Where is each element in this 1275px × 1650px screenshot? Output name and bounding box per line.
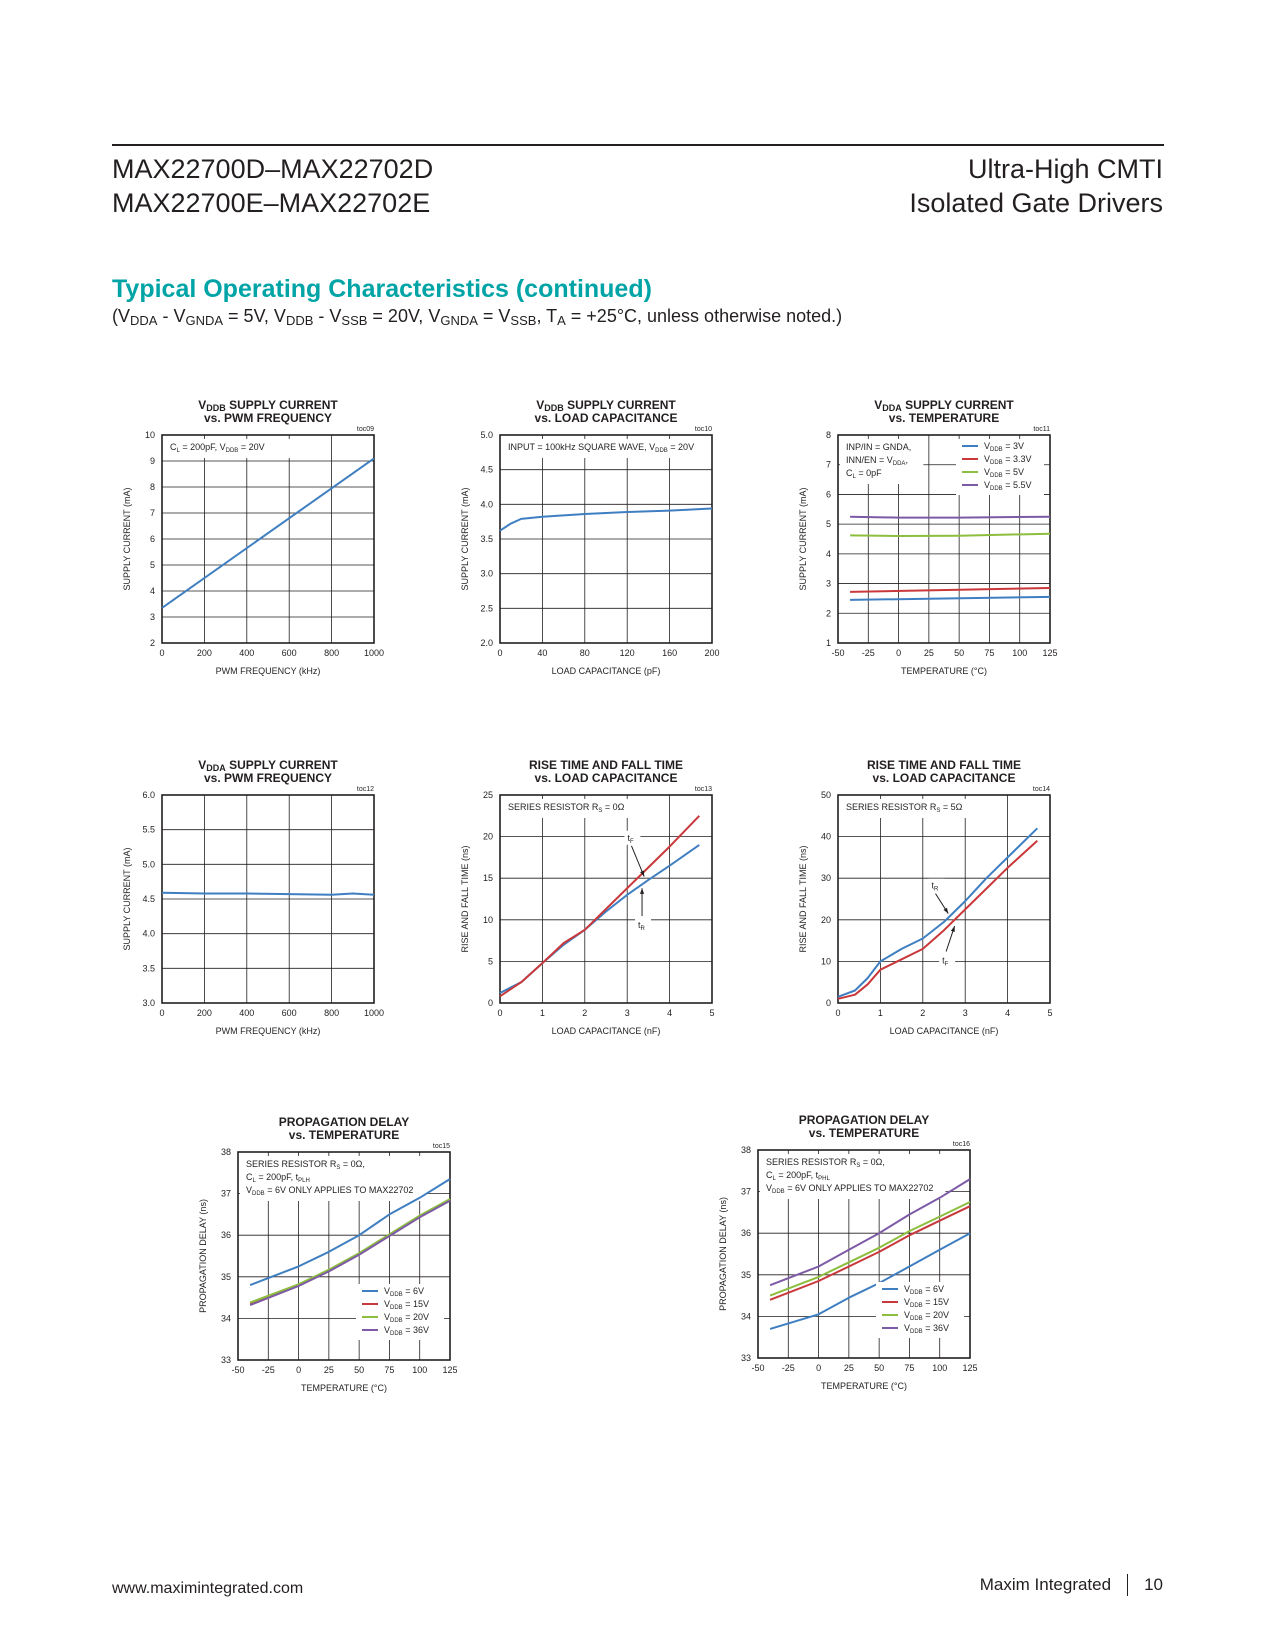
chart-toc-id: toc15 xyxy=(432,1143,450,1150)
y-tick-label: 3.5 xyxy=(480,534,493,544)
x-tick-label: 125 xyxy=(1042,648,1058,658)
legend-label: $V_{DDB} = 15V$ xyxy=(904,1297,949,1309)
y-tick-label: 0 xyxy=(487,998,493,1008)
y-tick-label: 37 xyxy=(220,1188,231,1199)
footer-url[interactable]: www.maximintegrated.com xyxy=(112,1580,304,1597)
chart-svg xyxy=(188,1112,518,1412)
x-axis-label: TEMPERATURE (°C) xyxy=(821,1381,907,1391)
x-tick-label: -50 xyxy=(231,1365,245,1375)
x-tick-label: 0 xyxy=(896,648,902,658)
x-tick-label: 600 xyxy=(281,648,297,658)
x-tick-label: 200 xyxy=(196,648,212,658)
legend-label: $V_{DDB} = 36V$ xyxy=(904,1323,949,1335)
x-tick-label: 4 xyxy=(1005,1008,1011,1018)
y-tick-label: 6.0 xyxy=(142,790,155,800)
y-tick-label: 34 xyxy=(740,1311,751,1322)
annotation-text: $V_{DDB} = 6V$ ONLY APPLIES TO MAX22702 xyxy=(246,1185,414,1197)
chart-title-line: RISE TIME AND FALL TIME xyxy=(866,758,1022,772)
y-tick-label: 3 xyxy=(825,578,831,589)
header-rule xyxy=(112,144,1164,146)
y-tick-label: 3.5 xyxy=(142,963,155,974)
series-line-blue xyxy=(500,509,712,531)
chart-title-line: vs. TEMPERATURE xyxy=(888,411,1000,425)
y-tick-label: 10 xyxy=(820,956,831,967)
y-tick-label: 4.5 xyxy=(480,464,493,475)
curve-label: $t_R$ xyxy=(638,920,645,933)
y-axis-label: PROPAGATION DELAY (ns) xyxy=(198,1199,208,1313)
chart-title-line: PROPAGATION DELAY xyxy=(278,1115,410,1129)
x-tick-label: 2 xyxy=(582,1008,588,1018)
chart-title-line: VDDA SUPPLY CURRENT xyxy=(874,398,1014,413)
y-tick-label: 40 xyxy=(820,831,831,842)
annotation-text: $C_L = 0pF$ xyxy=(846,468,882,480)
y-tick-label: 3.0 xyxy=(142,998,155,1008)
section-conditions: ($V_{DDA} - V_{GNDA} = 5V$, $V_{DDB} - V_{SSB} = 20V$, $V_{GNDA} = V_{SSB}$, $T_A = +25^\circ C$, unless otherwise noted.) xyxy=(112,306,843,328)
chart-title-line: VDDB SUPPLY CURRENT xyxy=(198,398,338,413)
series-line-blue xyxy=(162,458,374,608)
y-tick-label: 0 xyxy=(825,998,831,1008)
curve-label: $t_F$ xyxy=(627,832,634,845)
chart-title-line: vs. TEMPERATURE xyxy=(808,1126,920,1140)
annotation-text: $C_L = 200pF$, $V_{DDB} = 20V$ xyxy=(170,442,265,454)
x-tick-label: 5 xyxy=(1047,1008,1053,1018)
x-tick-label: 100 xyxy=(932,1363,948,1373)
x-tick-label: 50 xyxy=(954,648,965,658)
x-tick-label: 1000 xyxy=(363,1008,385,1018)
y-axis-label: SUPPLY CURRENT (mA) xyxy=(798,487,808,591)
annotation-text: INP/IN = GNDA, xyxy=(846,442,912,452)
chart-svg xyxy=(450,395,780,695)
x-axis-label: LOAD CAPACITANCE (nF) xyxy=(889,1026,999,1036)
y-tick-label: 4 xyxy=(149,586,155,596)
x-tick-label: 1 xyxy=(877,1008,883,1018)
x-tick-label: 125 xyxy=(962,1363,978,1373)
y-tick-label: 5.0 xyxy=(480,430,493,440)
y-tick-label: 33 xyxy=(740,1353,751,1363)
chart-title-line: VDDB SUPPLY CURRENT xyxy=(536,398,676,413)
x-tick-label: -25 xyxy=(861,648,875,658)
y-tick-label: 35 xyxy=(740,1269,751,1280)
y-tick-label: 36 xyxy=(220,1230,231,1241)
chart-toc14 xyxy=(788,755,1118,1055)
x-tick-label: 25 xyxy=(843,1363,854,1373)
y-tick-label: 6 xyxy=(149,534,155,544)
annotation-text: SERIES RESISTOR $R_S = 5\Omega$ xyxy=(846,802,963,814)
chart-toc-id: toc10 xyxy=(694,426,712,433)
y-tick-label: 2.5 xyxy=(480,603,493,614)
y-tick-label: 33 xyxy=(220,1355,231,1365)
y-tick-label: 38 xyxy=(740,1145,751,1155)
annotation-text: SERIES RESISTOR $R_S = 0\Omega$, xyxy=(766,1157,885,1169)
y-tick-label: 10 xyxy=(144,430,155,440)
x-tick-label: 400 xyxy=(239,1008,255,1018)
chart-svg xyxy=(788,755,1118,1055)
y-tick-label: 5 xyxy=(149,560,155,570)
y-tick-label: 4.0 xyxy=(480,499,493,510)
x-tick-label: 50 xyxy=(874,1363,885,1373)
y-tick-label: 37 xyxy=(740,1186,751,1197)
x-axis-label: LOAD CAPACITANCE (pF) xyxy=(551,666,661,676)
chart-svg xyxy=(708,1110,1038,1410)
y-axis-label: SUPPLY CURRENT (mA) xyxy=(122,847,132,951)
y-tick-label: 7 xyxy=(825,459,831,470)
y-tick-label: 5 xyxy=(825,519,831,530)
chart-toc-id: toc14 xyxy=(1032,786,1050,793)
y-tick-label: 35 xyxy=(220,1271,231,1282)
footer-page-number: 10 xyxy=(1144,1575,1163,1594)
y-tick-label: 2 xyxy=(825,608,831,619)
x-tick-label: 600 xyxy=(281,1008,297,1018)
chart-toc11 xyxy=(788,395,1118,695)
y-tick-label: 50 xyxy=(820,790,831,800)
curve-label: $t_F$ xyxy=(942,955,949,968)
curve-label-arrowhead xyxy=(943,908,948,914)
chart-toc-id: toc16 xyxy=(952,1141,970,1148)
chart-toc-id: toc12 xyxy=(356,786,374,793)
chart-toc-id: toc09 xyxy=(356,426,374,433)
chart-title-line: vs. TEMPERATURE xyxy=(288,1128,400,1142)
x-tick-label: 50 xyxy=(354,1365,365,1375)
part-number-d: MAX22700D–MAX22702D xyxy=(112,154,434,184)
x-tick-label: 3 xyxy=(962,1008,968,1018)
chart-svg xyxy=(788,395,1118,695)
plot-frame xyxy=(838,795,1050,1003)
y-tick-label: 5.5 xyxy=(142,824,155,835)
x-tick-label: 0 xyxy=(816,1363,822,1373)
x-tick-label: 800 xyxy=(324,648,340,658)
y-tick-label: 2.0 xyxy=(480,638,493,648)
y-tick-label: 38 xyxy=(220,1147,231,1157)
y-tick-label: 36 xyxy=(740,1228,751,1239)
header-part-numbers xyxy=(112,152,433,220)
y-tick-label: 20 xyxy=(820,914,831,925)
y-axis-label: PROPAGATION DELAY (ns) xyxy=(718,1197,728,1311)
annotation-text: $V_{DDB} = 6V$ ONLY APPLIES TO MAX22702 xyxy=(766,1183,934,1195)
chart-toc10 xyxy=(450,395,780,695)
footer-separator xyxy=(1127,1574,1128,1596)
chart-title-line: vs. PWM FREQUENCY xyxy=(203,411,333,425)
x-axis-label: TEMPERATURE (°C) xyxy=(301,1383,387,1393)
x-tick-label: 25 xyxy=(323,1365,334,1375)
legend-label: $V_{DDB} = 3V$ xyxy=(984,441,1024,453)
chart-title-line: vs. LOAD CAPACITANCE xyxy=(872,771,1016,785)
y-tick-label: 34 xyxy=(220,1313,231,1324)
y-axis-label: RISE AND FALL TIME (ns) xyxy=(460,845,470,953)
y-axis-label: SUPPLY CURRENT (mA) xyxy=(122,487,132,591)
x-tick-label: 5 xyxy=(709,1008,715,1018)
chart-toc16 xyxy=(708,1110,1038,1410)
chart-title-line: vs. PWM FREQUENCY xyxy=(203,771,333,785)
y-tick-label: 4.5 xyxy=(142,894,155,904)
annotation-text: INPUT = 100kHz SQUARE WAVE, $V_{DDB} = 20V$ xyxy=(508,442,695,454)
y-tick-label: 3 xyxy=(149,612,155,622)
y-tick-label: 4.0 xyxy=(142,928,155,939)
y-tick-label: 15 xyxy=(482,873,493,884)
section-title: Typical Operating Characteristics (continued) xyxy=(112,275,652,303)
y-axis-label: RISE AND FALL TIME (ns) xyxy=(798,845,808,953)
annotation-text: SERIES RESISTOR $R_S = 0\Omega$, xyxy=(246,1159,365,1171)
x-tick-label: 1000 xyxy=(363,648,385,658)
legend-label: $V_{DDB} = 6V$ xyxy=(904,1284,944,1296)
y-tick-label: 3.0 xyxy=(480,568,493,579)
x-tick-label: 80 xyxy=(579,648,590,658)
legend-label: $V_{DDB} = 5V$ xyxy=(984,467,1024,479)
x-tick-label: 75 xyxy=(984,648,995,658)
x-axis-label: PWM FREQUENCY (kHz) xyxy=(215,1026,321,1036)
series-line-blue xyxy=(162,893,374,895)
y-tick-label: 4 xyxy=(825,548,831,559)
curve-label-arrowhead xyxy=(640,888,644,894)
chart-svg xyxy=(450,755,780,1055)
x-tick-label: 75 xyxy=(384,1365,395,1375)
x-tick-label: 400 xyxy=(239,648,255,658)
x-tick-label: 1 xyxy=(539,1008,545,1018)
x-tick-label: -50 xyxy=(831,648,845,658)
legend-label: $V_{DDB} = 20V$ xyxy=(904,1310,949,1322)
x-tick-label: 800 xyxy=(324,1008,340,1018)
x-tick-label: 0 xyxy=(497,648,503,658)
chart-title-line: PROPAGATION DELAY xyxy=(798,1113,930,1127)
y-tick-label: 10 xyxy=(482,914,493,925)
y-tick-label: 9 xyxy=(149,456,155,466)
chart-toc09 xyxy=(112,395,442,695)
chart-toc-id: toc13 xyxy=(694,786,712,793)
x-axis-label: TEMPERATURE (°C) xyxy=(901,666,987,676)
curve-label: $t_R$ xyxy=(931,880,939,893)
x-tick-label: 2 xyxy=(920,1008,926,1018)
x-tick-label: 0 xyxy=(296,1365,302,1375)
x-tick-label: 200 xyxy=(704,648,720,658)
x-tick-label: 0 xyxy=(497,1008,503,1018)
x-tick-label: 4 xyxy=(667,1008,673,1018)
footer-right xyxy=(980,1574,1163,1596)
chart-title-line: vs. LOAD CAPACITANCE xyxy=(534,411,678,425)
x-tick-label: -50 xyxy=(751,1363,765,1373)
chart-title-line: RISE TIME AND FALL TIME xyxy=(528,758,684,772)
x-tick-label: -25 xyxy=(781,1363,795,1373)
annotation-text: SERIES RESISTOR $R_S = 0\Omega$ xyxy=(508,802,625,814)
x-axis-label: LOAD CAPACITANCE (nF) xyxy=(551,1026,661,1036)
y-tick-label: 1 xyxy=(825,638,831,648)
y-tick-label: 8 xyxy=(149,482,155,492)
y-tick-label: 5 xyxy=(487,956,493,967)
x-tick-label: 40 xyxy=(537,648,548,658)
x-tick-label: 160 xyxy=(662,648,678,658)
y-tick-label: 5.0 xyxy=(142,859,155,870)
chart-toc12 xyxy=(112,755,442,1055)
annotation-text: $C_L = 200pF$, $t_{PHL}$ xyxy=(766,1170,830,1182)
x-tick-label: 120 xyxy=(619,648,635,658)
x-tick-label: 3 xyxy=(624,1008,630,1018)
x-tick-label: -25 xyxy=(261,1365,275,1375)
legend-label: $V_{DDB} = 15V$ xyxy=(384,1299,429,1311)
part-number-e: MAX22700E–MAX22702E xyxy=(112,188,431,218)
y-tick-label: 6 xyxy=(825,489,831,500)
x-tick-label: 0 xyxy=(159,648,165,658)
y-tick-label: 2 xyxy=(149,638,155,648)
legend-label: $V_{DDB} = 6V$ xyxy=(384,1286,424,1298)
x-tick-label: 0 xyxy=(159,1008,165,1018)
y-tick-label: 20 xyxy=(482,831,493,842)
x-tick-label: 25 xyxy=(923,648,934,658)
chart-svg xyxy=(112,395,442,695)
legend-label: $V_{DDB} = 5.5V$ xyxy=(984,480,1032,492)
curve-label-arrowhead xyxy=(951,926,955,932)
product-title-line1: Ultra-High CMTI xyxy=(967,154,1163,184)
x-axis-label: PWM FREQUENCY (kHz) xyxy=(215,666,321,676)
legend-label: $V_{DDB} = 36V$ xyxy=(384,1325,429,1337)
annotation-text: $INN/EN = V_{DDA}$, xyxy=(846,455,908,467)
x-tick-label: 75 xyxy=(904,1363,915,1373)
chart-toc13 xyxy=(450,755,780,1055)
chart-title-line: vs. LOAD CAPACITANCE xyxy=(534,771,678,785)
product-title-line2: Isolated Gate Drivers xyxy=(909,188,1163,218)
x-tick-label: 100 xyxy=(1012,648,1028,658)
legend-label: $V_{DDB} = 3.3V$ xyxy=(984,454,1032,466)
annotation-text: $C_L = 200pF$, $t_{PLH}$ xyxy=(246,1172,310,1184)
chart-toc-id: toc11 xyxy=(1033,426,1050,433)
series-line-purple xyxy=(850,517,1050,518)
chart-toc15 xyxy=(188,1112,518,1412)
y-tick-label: 8 xyxy=(825,430,831,440)
x-tick-label: 125 xyxy=(442,1365,458,1375)
x-tick-label: 0 xyxy=(835,1008,841,1018)
chart-title-line: VDDA SUPPLY CURRENT xyxy=(198,758,338,773)
y-axis-label: SUPPLY CURRENT (mA) xyxy=(460,487,470,591)
header-product-title xyxy=(909,152,1163,220)
legend-label: $V_{DDB} = 20V$ xyxy=(384,1312,429,1324)
y-tick-label: 30 xyxy=(820,873,831,884)
x-tick-label: 100 xyxy=(412,1365,428,1375)
footer-company: Maxim Integrated xyxy=(979,1575,1112,1594)
x-tick-label: 200 xyxy=(196,1008,212,1018)
chart-svg xyxy=(112,755,442,1055)
y-tick-label: 7 xyxy=(149,508,155,518)
y-tick-label: 25 xyxy=(482,790,493,800)
